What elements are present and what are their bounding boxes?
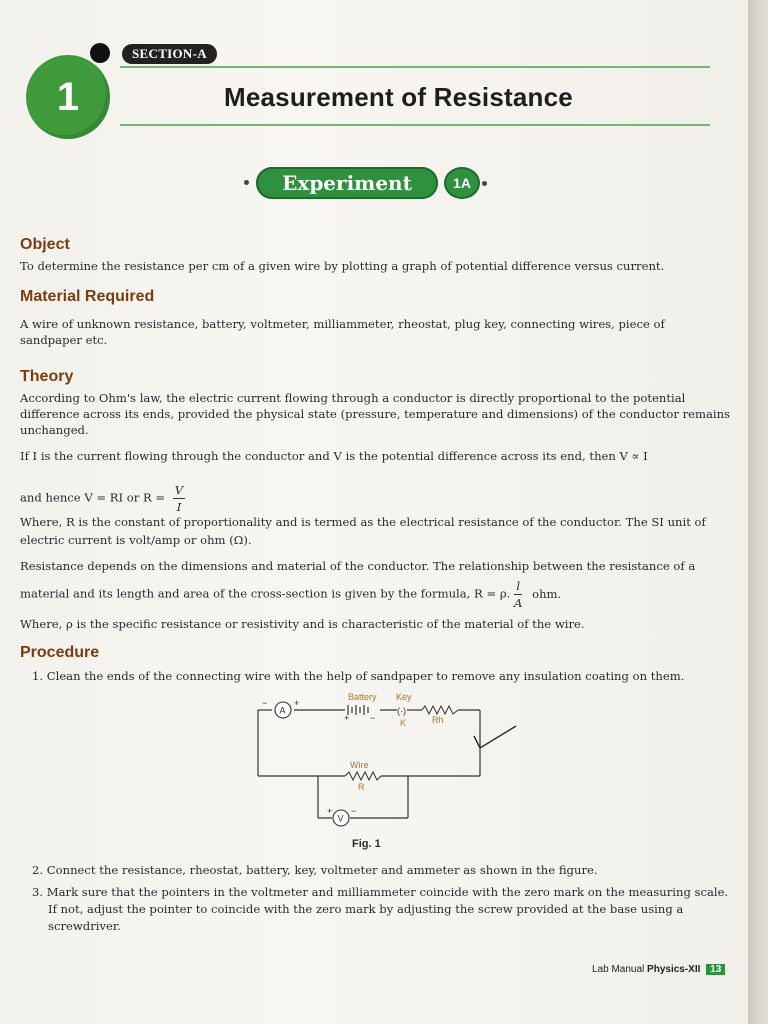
theory-p5-denominator: A <box>514 596 523 610</box>
battery-label: Battery <box>348 692 377 702</box>
procedure-step-3-line-3: screwdriver. <box>48 919 121 933</box>
circuit-diagram <box>250 690 530 830</box>
header-rule-bottom <box>120 124 710 126</box>
ammeter-minus: − <box>262 698 268 708</box>
r-label: R <box>358 782 365 792</box>
key-symbol: (·) <box>397 706 406 716</box>
material-line-2: sandpaper etc. <box>20 333 108 347</box>
theory-p3-prefix: and hence V = RI or R = <box>20 490 166 505</box>
theory-heading: Theory <box>20 368 74 385</box>
experiment-number: 1A <box>444 167 480 199</box>
page-number: 13 <box>706 964 725 975</box>
theory-p3-formula <box>20 482 185 515</box>
handwritten-check-mark <box>470 722 520 754</box>
theory-p5-suffix: ohm. <box>532 586 562 601</box>
theory-p2: If I is the current flowing through the conductor and V is the potential difference across its end, then V ∝ I <box>20 449 648 463</box>
procedure-step-3-line-1: 3. Mark sure that the pointers in the voltmeter and milliammeter coincide with the zero mark on the measuring scale. <box>32 885 729 899</box>
theory-p5-numerator: l <box>514 578 522 595</box>
figure-caption: Fig. 1 <box>352 838 381 850</box>
theory-p3-numerator: V <box>174 483 184 497</box>
chapter-dot <box>90 43 110 63</box>
footer-text: Lab Manual <box>592 964 645 975</box>
procedure-heading: Procedure <box>20 644 100 661</box>
battery-minus: − <box>370 713 376 723</box>
theory-p1-line-1: According to Ohm's law, the electric current flowing through a conductor is directly proportional to the potential <box>20 391 686 405</box>
material-line-1: A wire of unknown resistance, battery, voltmeter, milliammeter, rheostat, plug key, connecting wires, piece of <box>20 317 665 331</box>
page-edge <box>748 0 768 1024</box>
theory-p1-line-2: difference across its ends, provided the physical state (pressure, temperature and dimensions) of the conductor remains <box>20 407 731 421</box>
procedure-step-3-line-2: If not, adjust the pointer to coincide with the zero mark by adjusting the screw provided at the base using a <box>48 902 684 916</box>
chapter-title: Measurement of Resistance <box>224 82 573 112</box>
rheostat-symbol <box>422 706 458 714</box>
wire-label: Wire <box>350 760 369 770</box>
experiment-bullet-left <box>244 180 249 185</box>
section-label: SECTION-A <box>122 44 217 64</box>
k-label: K <box>400 718 407 728</box>
theory-p6: Where, ρ is the specific resistance or resistivity and is characteristic of the material of the wire. <box>20 617 585 631</box>
procedure-step-1: 1. Clean the ends of the connecting wire with the help of sandpaper to remove any insulation coating on them. <box>32 669 685 683</box>
battery-symbol <box>348 705 368 715</box>
chapter-number-badge: 1 <box>26 55 110 139</box>
voltmeter-letter: V <box>337 813 344 824</box>
procedure-step-2: 2. Connect the resistance, rheostat, battery, key, voltmeter and ammeter as shown in the figure. <box>32 863 598 877</box>
theory-p4-line-1: Where, R is the constant of proportionality and is termed as the electrical resistance of the conductor. The SI unit of <box>20 515 706 529</box>
theory-p5-fraction <box>514 578 522 611</box>
ammeter-letter: A <box>279 705 286 716</box>
experiment-label: Experiment <box>256 167 438 199</box>
page-footer <box>592 964 725 975</box>
theory-p3-fraction <box>173 482 185 515</box>
theory-p5-line-1: Resistance depends on the dimensions and material of the conductor. The relationship between the resistance of a <box>20 559 696 573</box>
theory-p5-formula <box>20 578 561 611</box>
rh-label: Rh <box>432 715 444 725</box>
key-label: Key <box>396 692 412 702</box>
wire-resistor-symbol <box>345 772 381 780</box>
object-text: To determine the resistance per cm of a given wire by plotting a graph of potential difference versus current. <box>20 259 665 273</box>
material-heading: Material Required <box>20 288 155 305</box>
battery-plus: + <box>344 713 350 723</box>
theory-p5-prefix: material and its length and area of the cross-section is given by the formula, R = ρ. <box>20 586 511 601</box>
theory-p4-line-2: electric current is volt/amp or ohm (Ω). <box>20 533 252 547</box>
footer-book: Physics-XII <box>647 964 701 975</box>
theory-p3-denominator: I <box>176 500 182 514</box>
header-rule-top <box>120 66 710 68</box>
experiment-bullet-right <box>482 181 487 186</box>
object-heading: Object <box>20 236 70 253</box>
voltmeter-minus: − <box>351 806 357 816</box>
ammeter-plus: + <box>294 698 300 708</box>
voltmeter-plus: + <box>327 806 333 816</box>
theory-p1-line-3: unchanged. <box>20 423 89 437</box>
